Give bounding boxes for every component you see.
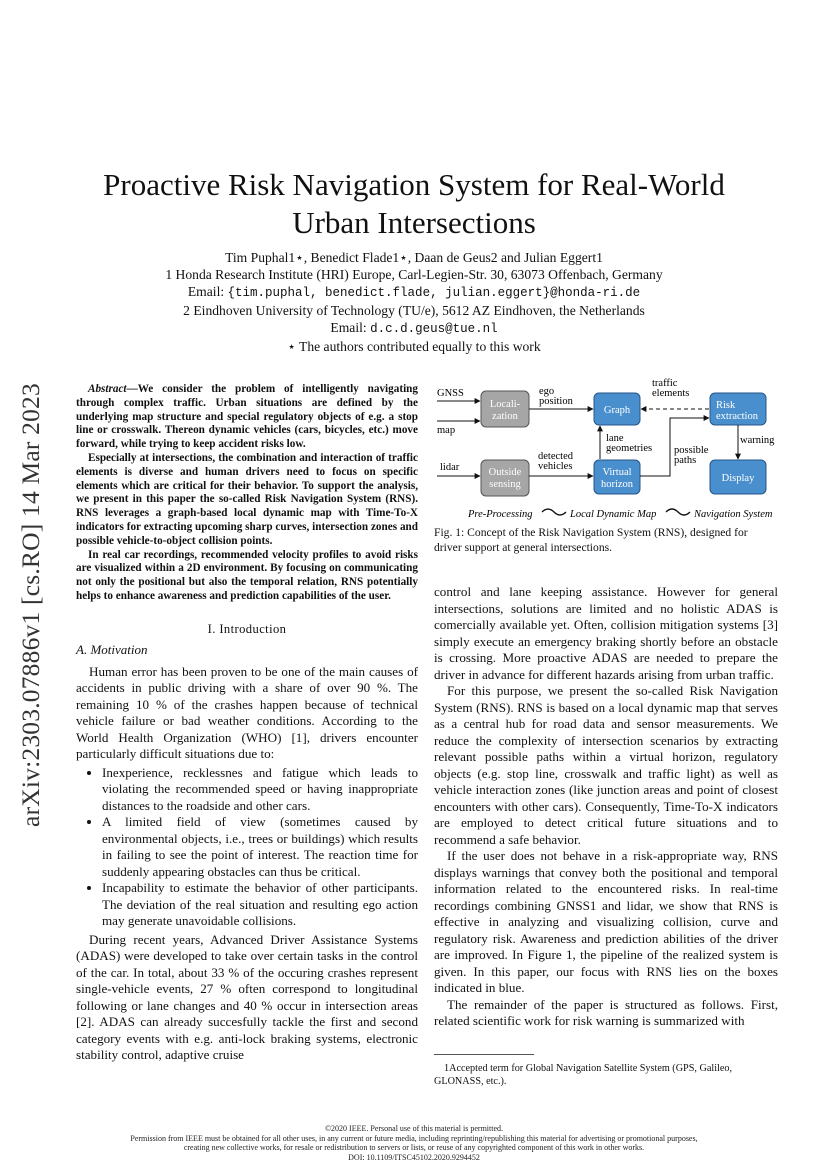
legend-preprocessing: Pre-Processing [468,509,533,520]
arxiv-identifier [16,360,46,850]
traffic-label-1: traffic [652,378,678,389]
gnss-input-label: GNSS [437,388,464,399]
intro-paragraph-2: During recent years, Advanced Driver Assistance Systems (ADAS) were developed to take over certain tasks in the control of the car. In total, about 33 % of the occuring crashes represent single-vehicle events, 27 % often correspond to longitudinal following or lane changes and 40 % occur in intersection areas [2]. ADAS can already succesfully tackle the first and second category events with e.g. anti-lock braking systems, electronic stability control, adaptive cruise [76,931,418,1063]
ego-label-2: position [539,396,573,407]
legend-ldm: Local Dynamic Map [570,509,657,520]
email-line-1 [60,283,768,302]
outside-label-2: sensing [489,479,521,490]
abstract-p1: —We consider the problem of intelligently navigating through complex traffic. Urban situations are defined by the underlying map structure and special regulatory objects of e.g. a stop line or crosswalk. Thereon dynamic vehicles (cars, bicycles, etc.) move forward, while trying to keep accident risks low. [76,383,418,451]
display-label: Display [721,473,755,484]
detected-label-2: vehicles [538,461,573,472]
virtual-label-2: horizon [600,479,634,490]
lidar-input-label: lidar [440,462,460,473]
risk-label-1: Risk [716,400,736,411]
copyright-line-3: creating new collective works, for resale or redistribution to servers or lists, or reuse of any copyrighted component of this work in other works. [183,1143,645,1152]
equal-contribution-note: ⋆ The authors contributed equally to this work [287,339,541,354]
risk-label-2: extraction [716,411,758,422]
list-item: • A limited field of view (sometimes caused by environmental objects, i.e., trees or buildings) which results in failing to see the point of interest. The reaction time for suddenly appearing obstacles can thus be critical. [102,814,418,880]
right-paragraph-2: For this purpose, we present the so-called Risk Navigation System (RNS). RNS is based on a local dynamic map that serves as a central hub for road data and sensor measurements. We reduce the complexity of intersection scenarios by extracting relevant possible paths within a virtual horizon, regulatory objects (e.g. stop line, crosswalk and traffic light) as well as vehicle interaction zones (like junction areas and point of closest encounters with other cars). Consequently, Time-To-X indicators are employed to detect critical future situations and to recommend a safe behavior. [434,683,778,847]
lane-label-1: lane [606,433,624,444]
title-line-2: Urban Intersections [292,205,536,240]
graph-label: Graph [603,405,631,416]
email-line-2 [60,319,768,338]
lane-label-2: geometries [606,443,653,454]
footnote-rule [434,1054,534,1055]
right-paragraph-3: If the user does not behave in a risk-appropriate way, RNS displays warnings that convey both the positional and temporal information related to the encountered risks. In real-time recordings combining GNSS1 and lidar, we show that RNS is effective in analyzing and visualizing collision, curve and regulatory risk. Awareness and prediction abilities of the driver are improved. In Figure 1, the pipeline of the realized system is given. In this paper, our focus with RNS lies on the boxes indicated in blue. [434,848,778,995]
subsection-heading-motivation: A. Motivation [76,642,148,658]
email-label-1: Email: [187,284,225,299]
abstract [76,383,418,604]
section-heading-introduction: I. Introduction [207,621,287,636]
list-item: • Incapability to estimate the behavior of other participants. The deviation of the real situation and resulting ego action may generate unavoidable collisions. [102,880,418,930]
traffic-label-2: elements [652,388,690,399]
right-paragraph-4: The remainder of the paper is structured as follows. First, related scientific work for risk warning is summarized with [434,996,778,1028]
email-2[interactable]: d.c.d.geus@tue.nl [370,322,498,336]
legend-wave-icon [542,509,566,515]
list-item: • Inexperience, recklessnes and fatigue which leads to violating the recommended speed or having inappropriate distances to the roadside and other cars. [102,765,418,815]
doi[interactable]: DOI: 10.1109/ITSC45102.2020.9294452 [348,1152,480,1162]
abstract-label: Abstract [88,383,127,395]
copyright-line-1: ©2020 IEEE. Personal use of this material is permitted. [324,1124,504,1133]
right-column [434,584,778,1030]
intro-paragraph-1: Human error has been proven to be one of the main causes of accidents in public driving with a share of over 90 %. The remaining 10 % of the crashes happen because of technical vehicle failure or bad weather conditions. According to the World Health Organization (WHO) [1], drivers encounter particularly difficult situations due to: [76,663,418,762]
outside-sensing-box [481,460,529,496]
legend-navigation: Navigation System [694,509,773,520]
difficulty-list [76,765,418,930]
figure-1-caption: Fig. 1: Concept of the Risk Navigation System (RNS), designed for driver support at general intersections. [434,526,748,554]
copyright-notice [60,1124,768,1162]
affiliation-2: 2 Eindhoven University of Technology (TU/e), 5612 AZ Eindhoven, the Netherlands [183,303,645,318]
abstract-p2: Especially at intersections, the combination and interaction of traffic elements is diverse and human drivers need to focus on specific elements which are critical for their behavior. To support the analysis, we present in this paper the so-called Risk Navigation System (RNS). RNS leverages a graph-based local dynamic map with Time-To-X indicators for extracting upcoming sharp curves, intersection zones and possible vehicle-to-object collision points. [76,451,418,547]
title-line-1: Proactive Risk Navigation System for Real-World [103,167,725,202]
possible-label-2: paths [674,455,697,466]
left-column [76,383,418,1064]
author-block [60,249,768,355]
detected-label-1: detected [538,451,573,462]
localization-label-2: zation [492,411,518,422]
arxiv-identifier-text: arXiv:2303.07886v1 [cs.RO] 14 Mar 2023 [16,383,45,827]
email-1[interactable]: {tim.puphal, benedict.flade, julian.eggert}@honda-ri.de [227,286,641,300]
virtual-label-1: Virtual [602,467,632,478]
affiliation-1: 1 Honda Research Institute (HRI) Europe, Carl-Legien-Str. 30, 63073 Offenbach, Germany [165,267,663,282]
right-paragraph-1: control and lane keeping assistance. However for general intersections, solutions are limited and no holistic ADAS is comercially available yet. Often, collision mitigation systems [3] simply execute an emergency braking shortly before an obstacle is crossing. More proactive ADAS are needed to prepare the driver in advance for different hazards arising from urban traffic. [434,584,778,682]
abstract-p3: In real car recordings, recommended velocity profiles to avoid risks are visualized within a 2D environment. By focusing on communicating not only the positional but also the temporal relation, RNS potentially helps to enhance awareness and prediction capabilities of the user. [76,548,418,602]
figure-1-diagram [434,374,782,522]
outside-label-1: Outside [488,467,522,478]
copyright-line-2: Permission from IEEE must be obtained for all other uses, in any current or future media, including reprinting/republishing this material for advertising or promotional purposes, [130,1133,698,1143]
map-input-label: map [437,425,456,436]
paper-title [60,166,768,242]
author-list: Tim Puphal1⋆, Benedict Flade1⋆, Daan de Geus2 and Julian Eggert1 [225,250,603,265]
localization-label-1: Locali- [489,399,521,410]
possible-label-1: possible [674,445,709,456]
email-label-2: Email: [330,320,367,335]
ego-label-1: ego [539,386,555,397]
warning-label: warning [740,435,775,446]
footnote: 1Accepted term for Global Navigation Satellite System (GPS, Galileo, GLONASS, etc.). [434,1063,733,1087]
legend-wave-icon [666,509,690,515]
